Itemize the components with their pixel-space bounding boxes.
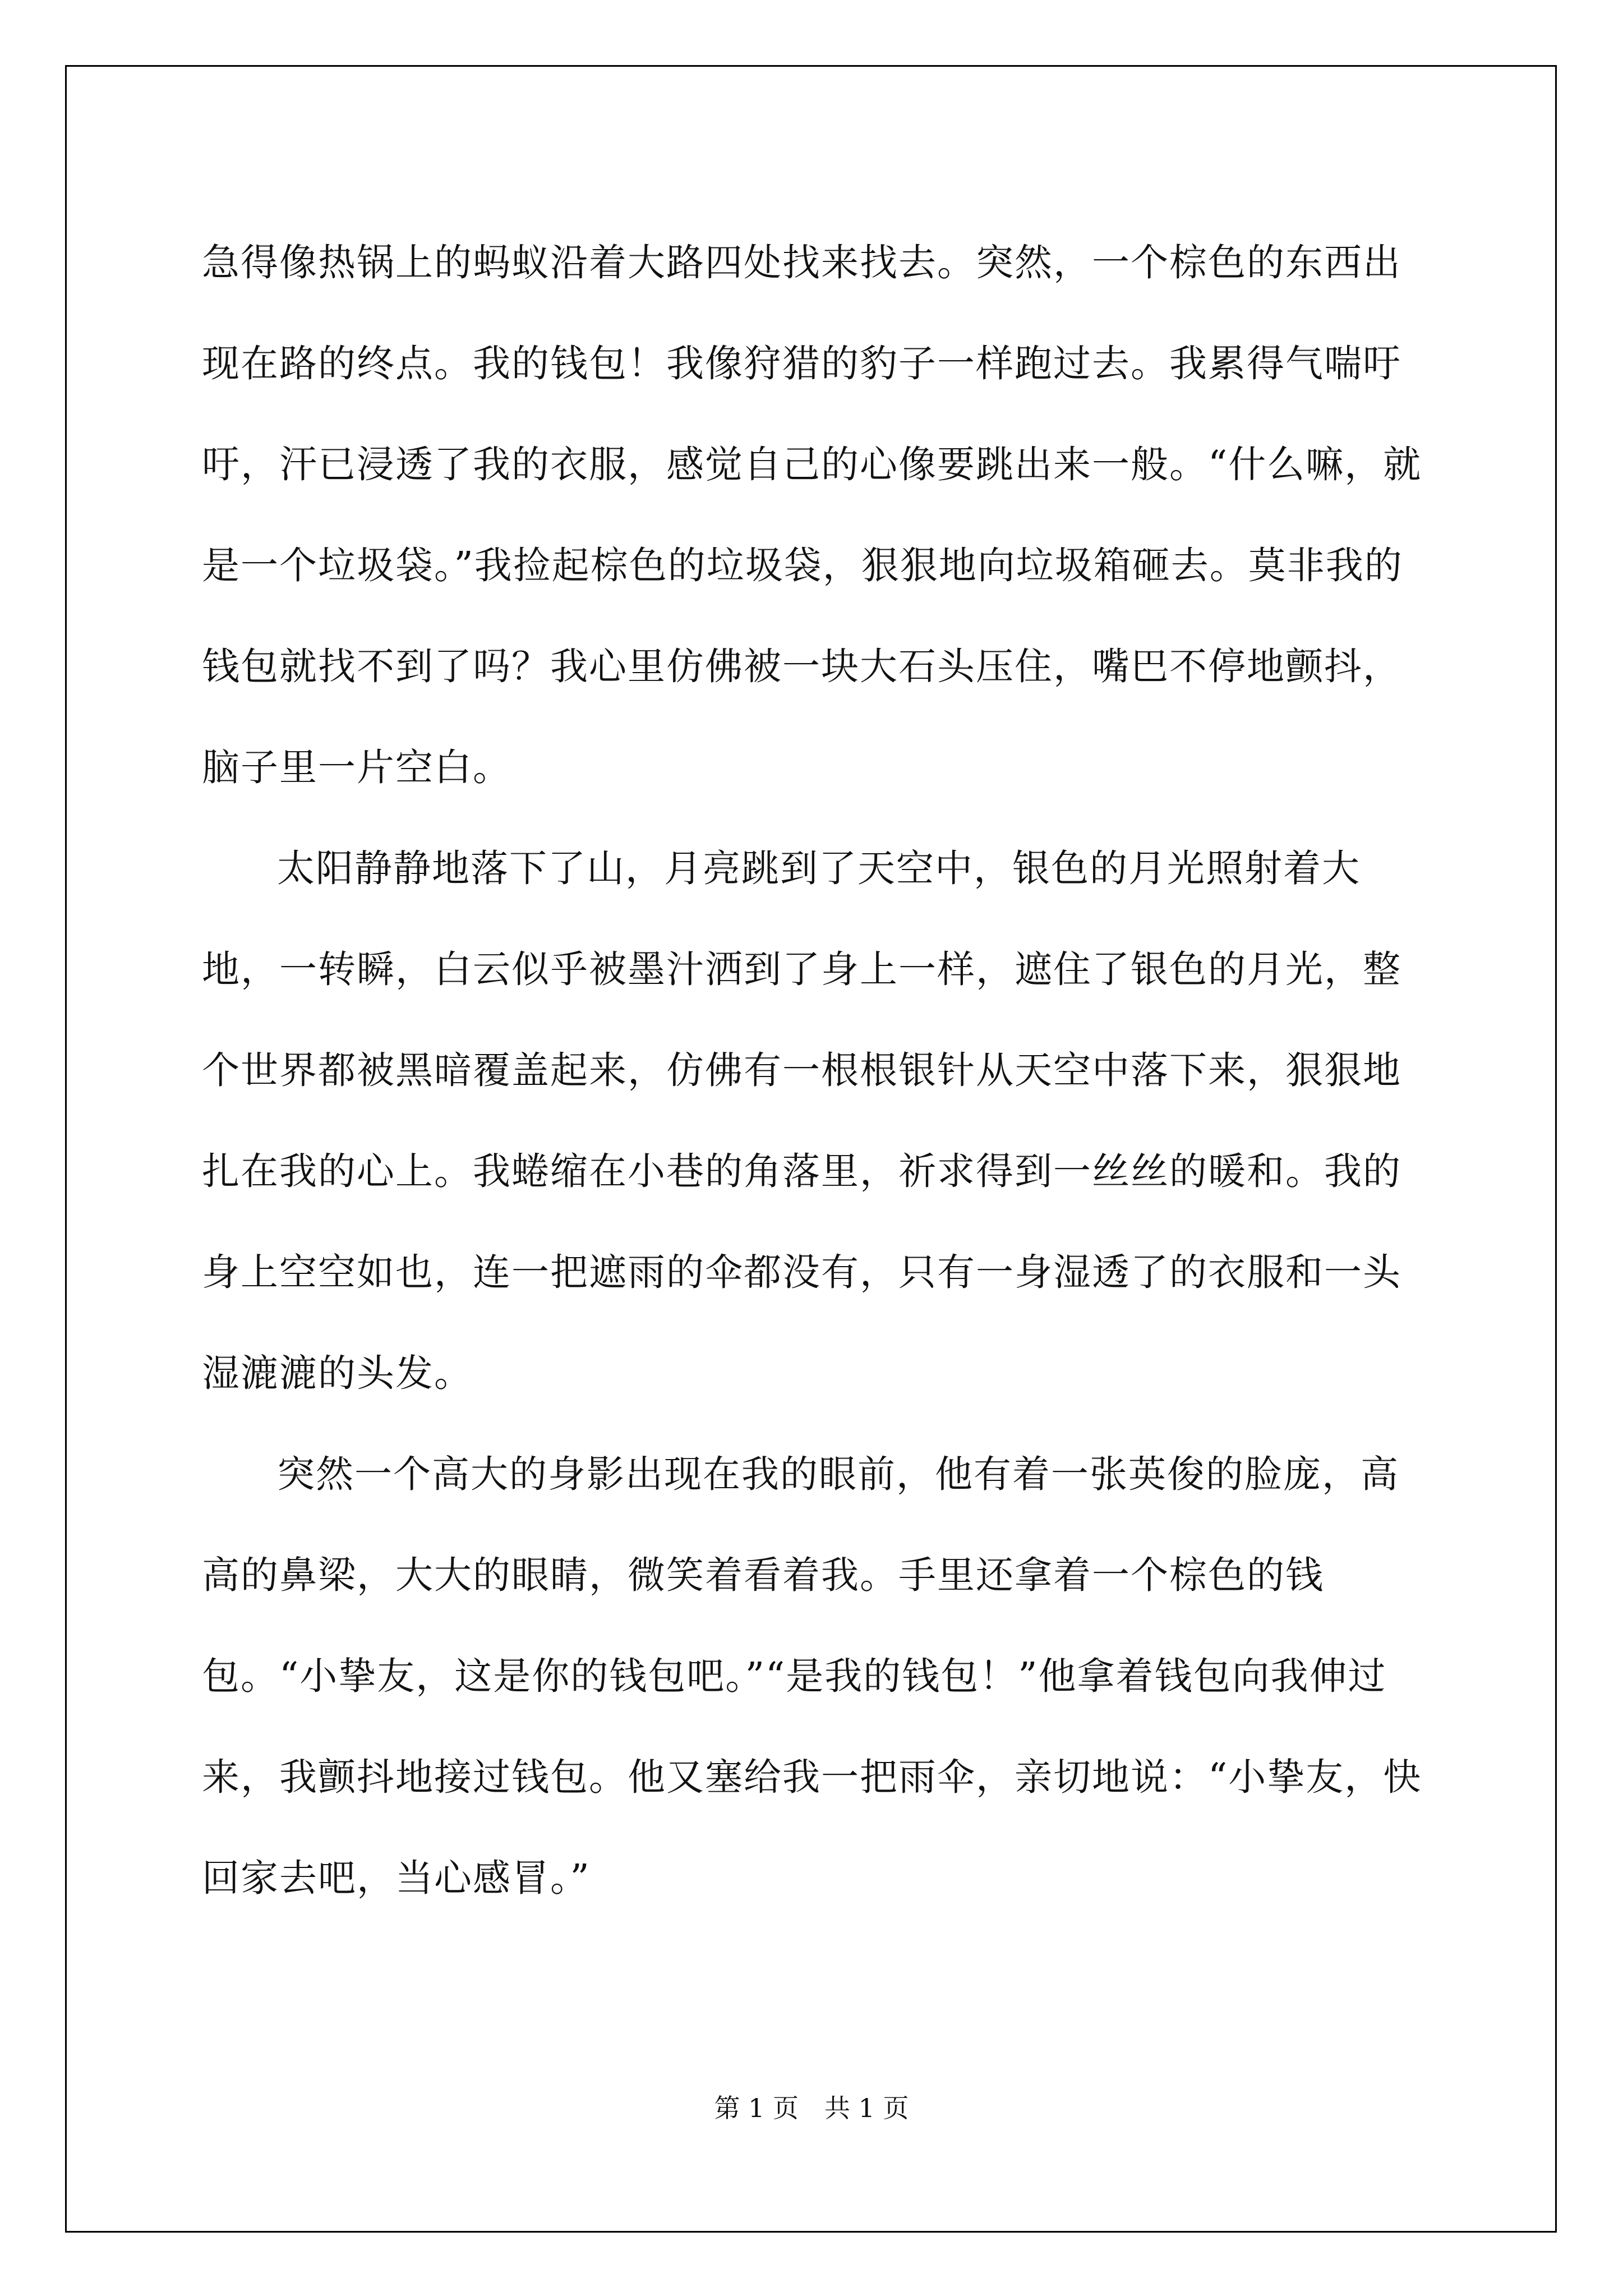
page-total: 共 1 页 bbox=[824, 2093, 909, 2123]
document-body bbox=[202, 212, 1436, 1929]
page-number: 第 1 页 bbox=[714, 2093, 799, 2123]
paragraph-3: 突然一个高大的身影出现在我的眼前，他有着一张英俊的脸庞，高高的鼻梁，大大的眼睛，微笑着看着我。手里还拿着一个棕色的钱包。“小挚友，这是你的钱包吧。”“是我的钱包！”他拿着钱包向我伸过来，我颤抖地接过钱包。他又塞给我一把雨伞，亲切地说：“小挚友，快回家去吧，当心感冒。” bbox=[202, 1452, 1422, 1900]
paragraph-2: 太阳静静地落下了山，月亮跳到了天空中，银色的月光照射着大地，一转瞬，白云似乎被墨汁洒到了身上一样，遮住了银色的月光，整个世界都被黑暗覆盖起来，仿佛有一根根银针从天空中落下来，狠狠地扎在我的心上。我蜷缩在小巷的角落里，祈求得到一丝丝的暖和。我的身上空空如也，连一把遮雨的伞都没有，只有一身湿透了的衣服和一头湿漉漉的头发。 bbox=[202, 846, 1401, 1395]
paragraph-1: 急得像热锅上的蚂蚁沿着大路四处找来找去。突然，一个棕色的东西出现在路的终点。我的钱包！我像狩猎的豹子一样跑过去。我累得气喘吁吁，汗已浸透了我的衣服，感觉自己的心像要跳出来一般。“什么嘛，就是一个垃圾袋。”我捡起棕色的垃圾袋，狠狠地向垃圾箱砸去。莫非我的钱包就找不到了吗？我心里仿佛被一块大石头压住，嘴巴不停地颤抖，脑子里一片空白。 bbox=[202, 241, 1422, 789]
page-footer bbox=[0, 2088, 1623, 2125]
